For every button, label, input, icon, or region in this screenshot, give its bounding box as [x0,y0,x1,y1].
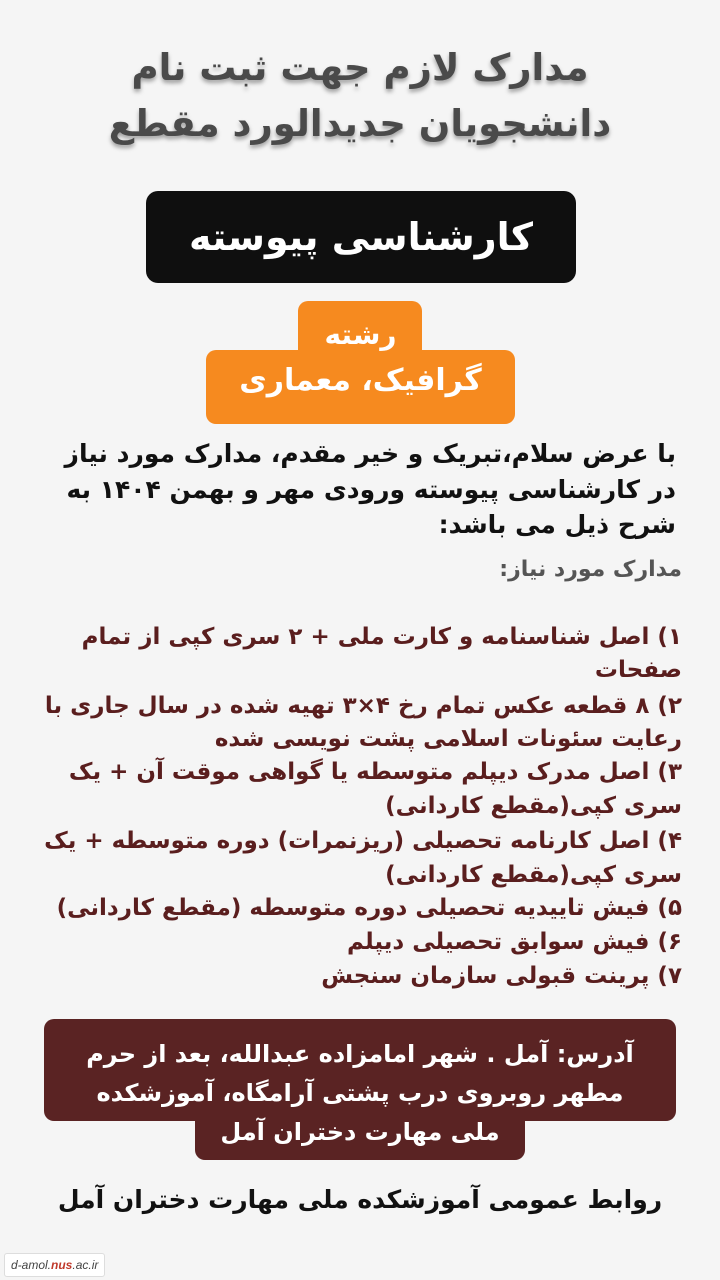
address-line-3: ملی مهارت دختران آمل [220,1118,500,1146]
requirement-line: ۵) فیش تاییدیه تحصیلی دوره متوسطه (مقطع کاردانی) [56,895,682,921]
address-line-2: مطهر روبروی درب پشتی آرامگاه، آموزشکده [96,1079,624,1107]
page-title-line-2: دانشجویان جدیدالورد مقطع [108,102,612,145]
watermark-prefix: d-amol. [11,1258,52,1272]
requirement-line: ۷) پرینت قبولی سازمان سنجش [321,963,682,989]
field-value: گرافیک، معماری [239,363,482,398]
watermark-highlight: nus [51,1258,73,1272]
footer-credit: روابط عمومی آموزشکده ملی مهارت دختران آمل [57,1185,663,1214]
intro-line-3: شرح ذیل می باشد: [438,510,676,539]
degree-banner: کارشناسی پیوسته [146,191,576,283]
requirement-line: ۴) اصل کارنامه تحصیلی (ریزنمرات) دوره متوسطه + یک [44,828,682,854]
requirement-line: صفحات [594,657,682,683]
address-line-1: آدرس: آمل . شهر امامزاده عبدالله، بعد از حرم [86,1040,634,1068]
requirement-line: ۶) فیش سوابق تحصیلی دیپلم [346,929,682,955]
site-watermark [4,1253,105,1277]
requirement-line: ۲) ۸ قطعه عکس تمام رخ ۴×۳ تهیه شده در سال جاری با [44,693,682,719]
requirements-heading: مدارک مورد نیاز: [499,557,682,582]
intro-line-2: در کارشناسی پیوسته ورودی مهر و بهمن ۱۴۰۴ به [66,475,676,504]
watermark-suffix: .ac.ir [72,1258,99,1272]
requirement-line: ۱) اصل شناسنامه و کارت ملی + ۲ سری کپی از تمام [81,624,682,650]
requirement-line: سری کپی(مقطع کاردانی) [385,862,682,888]
requirement-line: سری کپی(مقطع کاردانی) [385,793,682,819]
field-label: رشته [324,318,397,351]
intro-line-1: با عرض سلام،تبریک و خیر مقدم، مدارک مورد نیاز [64,439,676,468]
page-title-line-1: مدارک لازم جهت ثبت نام [131,46,589,89]
requirement-line: رعایت سئونات اسلامی پشت نویسی شده [214,726,682,752]
requirement-line: ۳) اصل مدرک دیپلم متوسطه یا گواهی موقت آن + یک [68,759,682,785]
